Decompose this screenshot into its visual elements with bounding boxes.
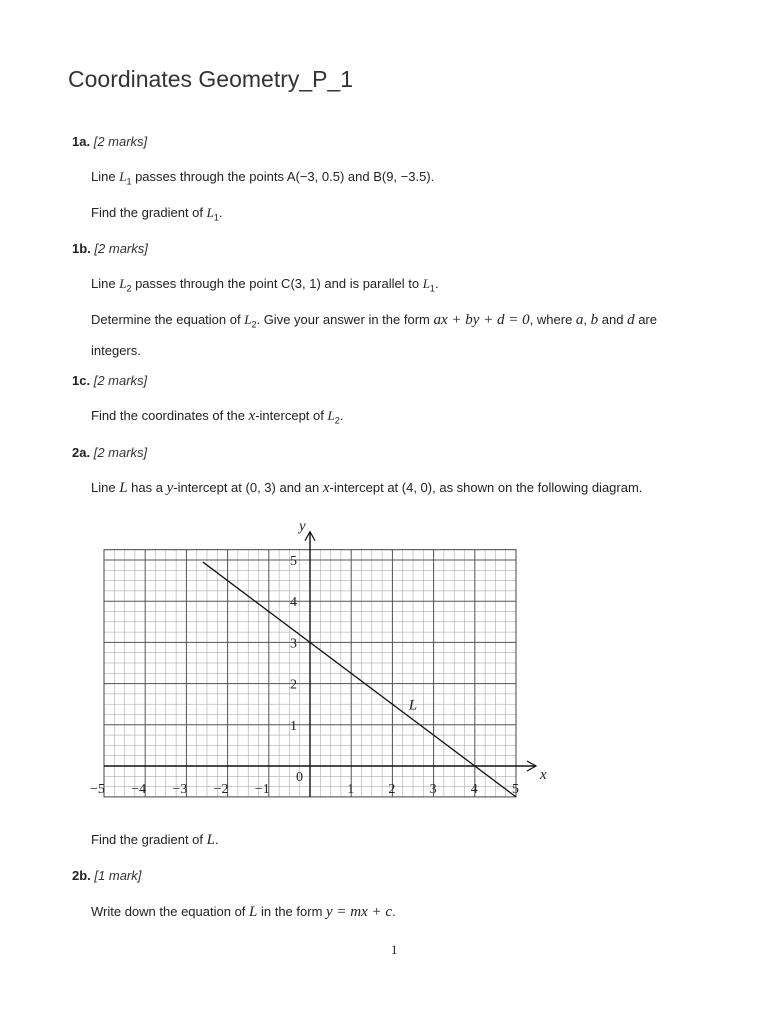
y-tick-label: 4 (290, 595, 297, 611)
x-tick-label: −2 (213, 782, 229, 797)
question-1b-task: Determine the equation of $L_2$. Give your answer in the form ax + by + d = 0, where a, b and d are integers. (91, 312, 657, 358)
marks-label: [2 marks] (94, 241, 148, 256)
x-tick-label: 3 (429, 782, 437, 797)
question-1b-statement: Line $L_2$ passes through the point C(3, 1) and is parallel to $L_1$. (91, 276, 439, 294)
x-tick-label: 0 (296, 770, 303, 785)
page-number: 1 (391, 942, 398, 957)
question-label: 1b. (72, 241, 91, 256)
question-label: 2a. (72, 445, 91, 460)
x-tick-label: −4 (131, 782, 147, 797)
x-tick-label: 1 (347, 782, 355, 797)
x-tick-label: −3 (172, 782, 188, 797)
marks-label: [2 marks] (93, 445, 148, 460)
series-line-L (203, 562, 516, 797)
annotations (408, 697, 417, 713)
x-tick-label: −5 (90, 782, 105, 797)
question-2b-task: Write down the equation of L in the form y = mx + c. (91, 904, 396, 920)
x-tick-label: −1 (254, 782, 270, 797)
x-tick-label: 2 (388, 782, 396, 797)
y-tick-label: 5 (290, 554, 297, 569)
question-1c-task: Find the coordinates of the x-intercept of $L_2$. (91, 408, 344, 426)
y-tick-label: 3 (290, 636, 297, 652)
tick-labels (90, 554, 519, 797)
x-axis-label: x (540, 767, 547, 783)
marks-label: [2 marks] (93, 373, 148, 388)
equation-form: ax + by + d = 0 (433, 312, 530, 328)
question-1a-statement: Line $L_1$ passes through the points A(−3, 0.5) and B(9, −3.5). (91, 169, 435, 187)
question-label: 2b. (72, 868, 91, 883)
y-axis-label: y (299, 518, 306, 535)
equation-form: y = mx + c (326, 904, 393, 920)
question-2b-header (72, 868, 141, 883)
page-title: Coordinates Geometry_P_1 (68, 66, 354, 92)
plotted-lines (203, 562, 516, 797)
line-label: L (408, 697, 418, 714)
marks-label: [2 marks] (93, 134, 148, 149)
question-label: 1a. (72, 134, 91, 149)
y-tick-label: 1 (290, 718, 297, 734)
question-1a-task: Find the gradient of $L_1$. (91, 205, 223, 223)
question-2a-statement: Line L has a y-intercept at (0, 3) and an x-intercept at (4, 0), as shown on the following diagram. (91, 480, 643, 496)
x-tick-label: 5 (512, 782, 519, 797)
question-label: 1c. (72, 373, 91, 388)
x-tick-label: 4 (470, 782, 478, 797)
question-2a-task: Find the gradient of L. (91, 832, 219, 848)
y-tick-label: 2 (290, 677, 297, 693)
marks-label: [1 mark] (94, 868, 142, 883)
